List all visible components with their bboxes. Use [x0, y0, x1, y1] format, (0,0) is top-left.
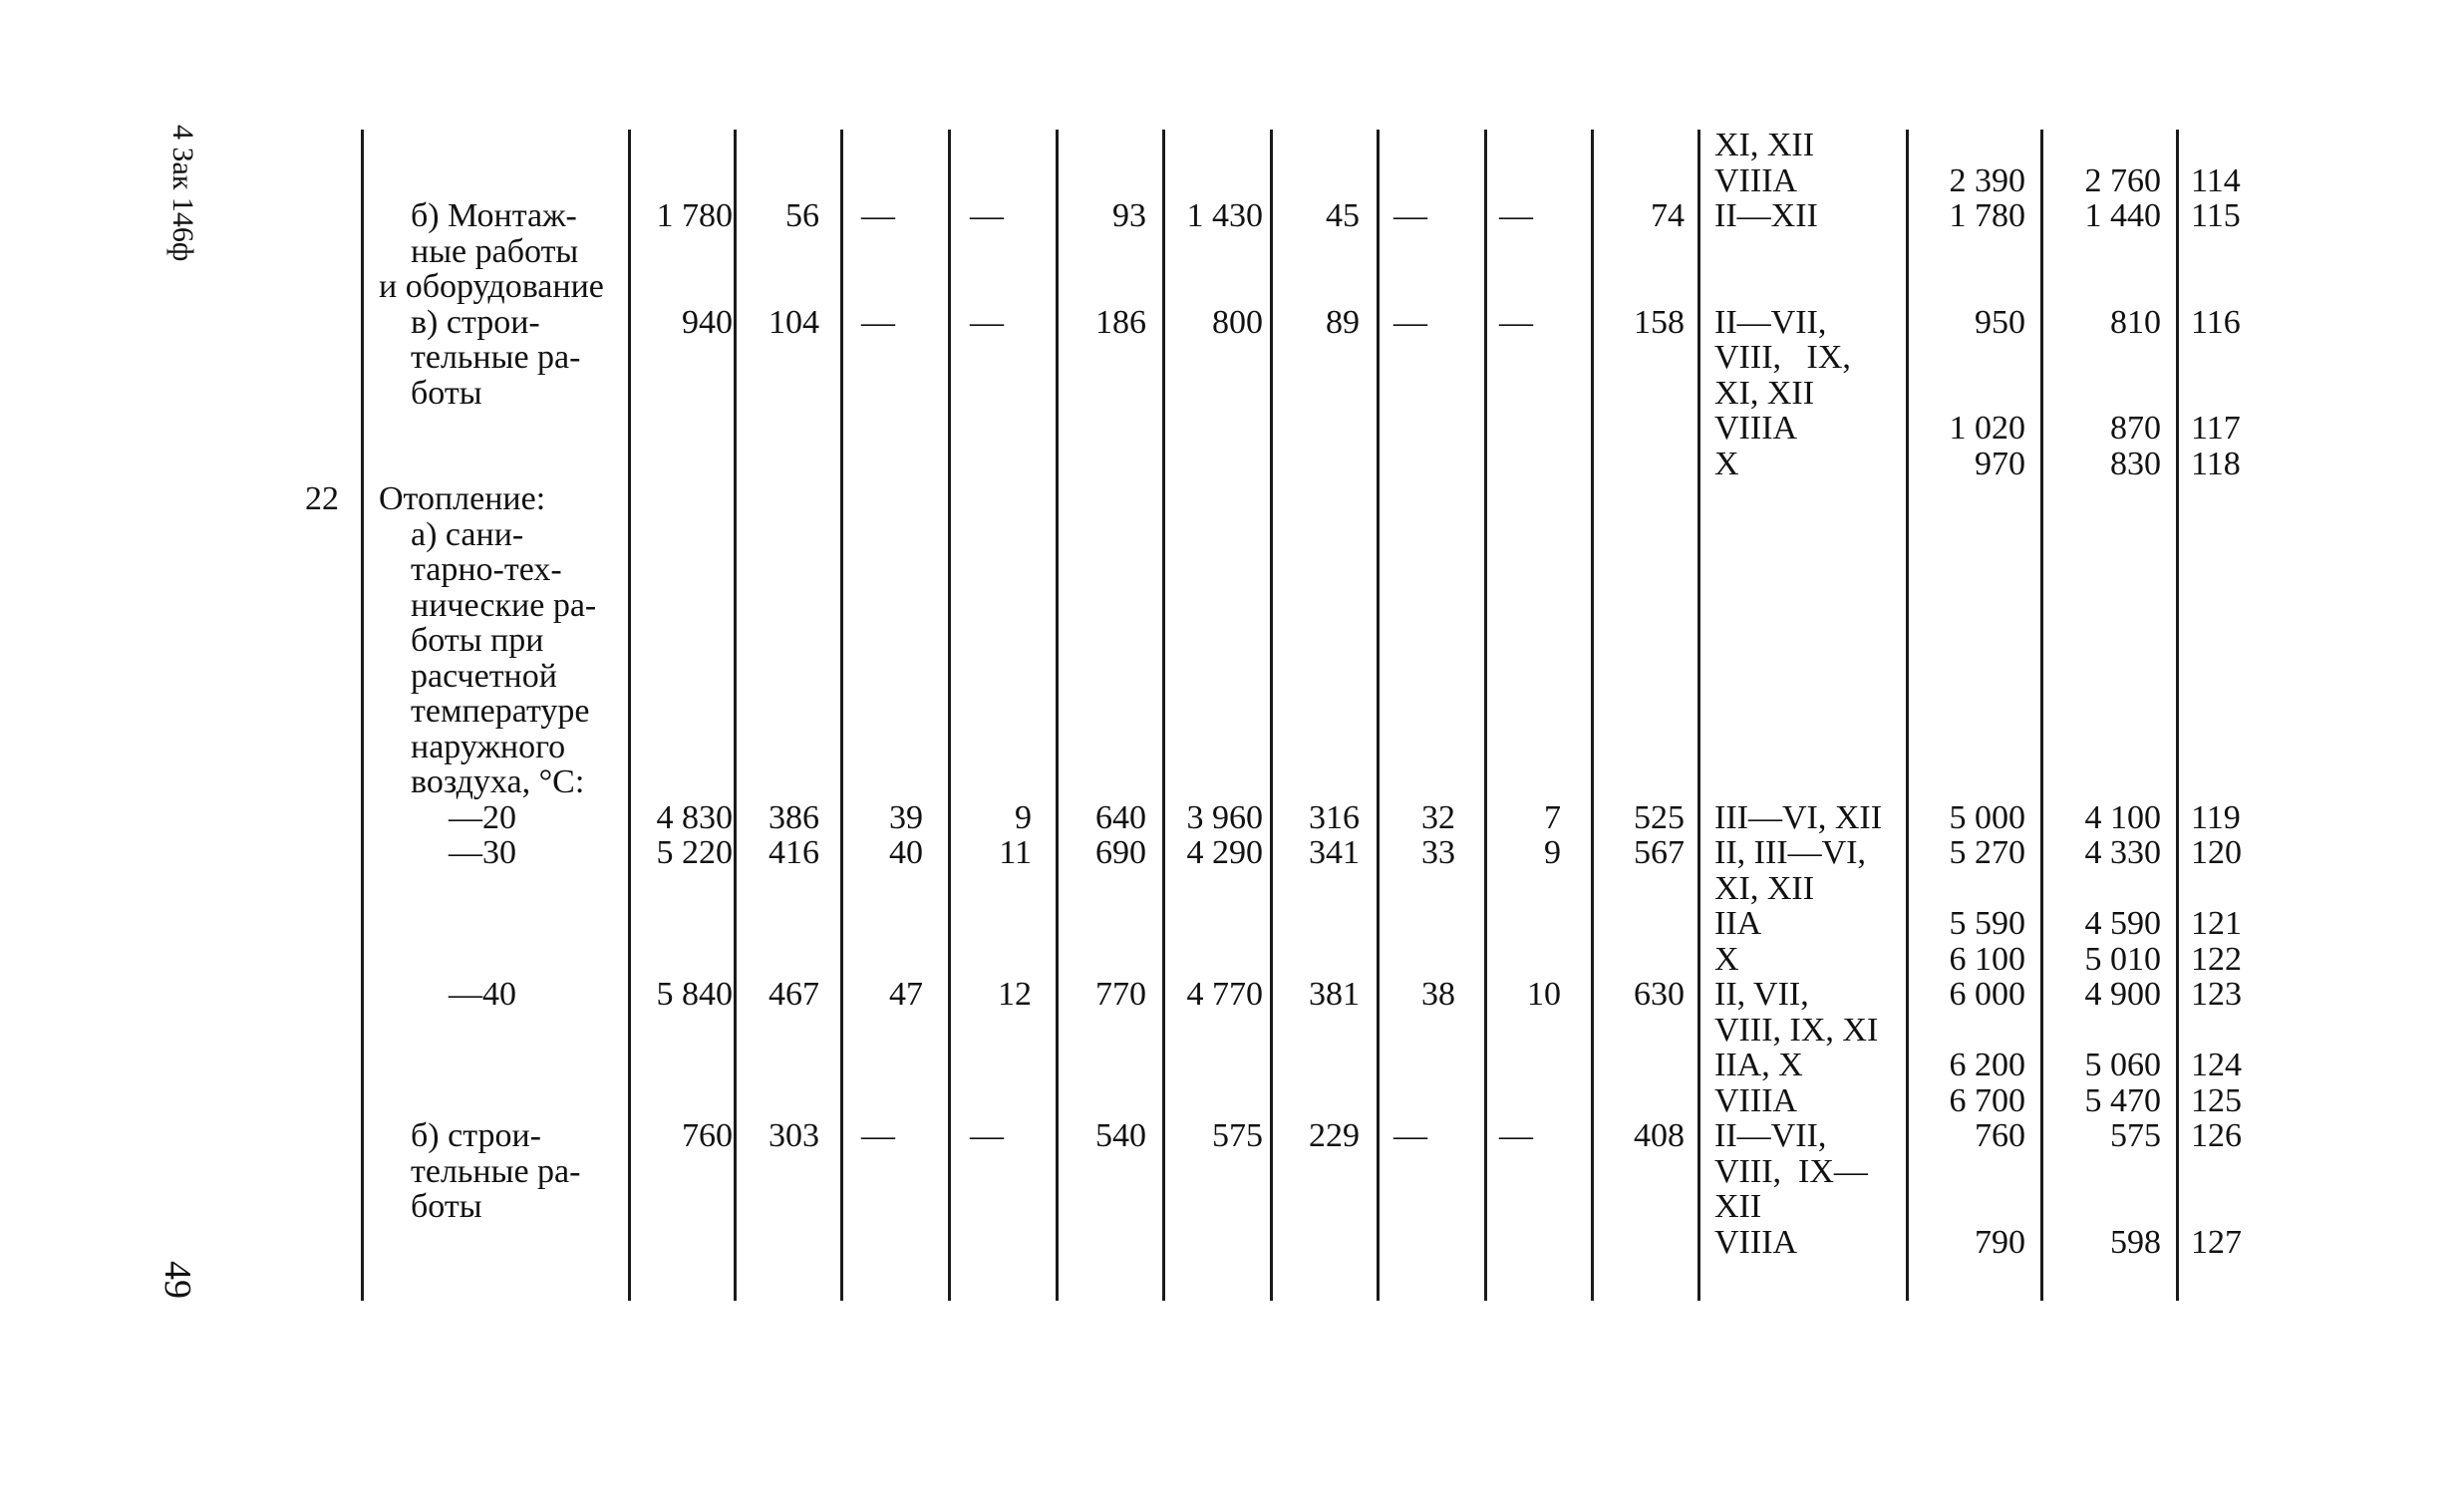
value-cell: 970 [1975, 445, 2025, 482]
table-cell: 40 [889, 834, 923, 871]
table-cell: 1 780 [656, 197, 733, 234]
value-cell: 5 590 [1949, 905, 2025, 942]
row-label-line: ные работы [411, 232, 579, 270]
row-label-line: Отопление: [379, 480, 546, 517]
zone-cell: VIIIA [1714, 1081, 1798, 1119]
value-cell: 575 [2110, 1117, 2161, 1154]
table-cell: 770 [1095, 976, 1146, 1013]
value-cell: 810 [2110, 303, 2161, 341]
section-number: 22 [305, 480, 339, 517]
side-header: 4 Зак 146ф [166, 125, 199, 262]
table-rule [1697, 130, 1700, 1301]
table-cell: 760 [682, 1117, 733, 1154]
row-number: 122 [2191, 940, 2242, 978]
value-cell: 760 [1975, 1117, 2025, 1154]
table-cell: 408 [1634, 1117, 1685, 1154]
zone-cell: XII [1714, 1188, 1762, 1225]
row-label-line: боты [411, 374, 482, 412]
row-number: 119 [2191, 798, 2241, 836]
table-cell: 45 [1326, 197, 1360, 234]
row-label-line: б) Монтаж- [411, 197, 577, 234]
zone-cell: VIII, IX, [1714, 339, 1851, 376]
table-rule-tick [361, 207, 364, 215]
table-cell: — [1393, 303, 1427, 341]
row-label-line: тарно-тех- [411, 551, 562, 588]
zone-cell: II—VII, [1714, 1117, 1827, 1154]
table-cell: 186 [1095, 303, 1146, 341]
row-label-line: воздуха, °С: [411, 763, 585, 800]
row-label-line: температуре [411, 693, 590, 730]
table-cell: 11 [999, 834, 1032, 871]
table-cell: 39 [889, 798, 923, 836]
table-rule [2176, 130, 2179, 1301]
table-cell: — [1499, 303, 1533, 341]
table-cell: 9 [1544, 834, 1561, 871]
zone-cell: III—VI, XII [1714, 798, 1883, 836]
value-cell: 2 390 [1949, 161, 2025, 199]
table-cell: 38 [1421, 976, 1455, 1013]
zone-cell: II—XII [1714, 197, 1818, 234]
temperature-label: —20 [449, 798, 516, 836]
row-label-line: тельные ра- [411, 1152, 581, 1190]
table-cell: 158 [1634, 303, 1685, 341]
table-cell: 4 770 [1186, 976, 1263, 1013]
row-label-line: боты при [411, 622, 544, 659]
zone-cell: VIII, IX, XI [1714, 1011, 1879, 1049]
table-cell: 303 [769, 1117, 819, 1154]
value-cell: 950 [1975, 303, 2025, 341]
table-cell: 5 220 [656, 834, 733, 871]
zone-cell: II, III—VI, [1714, 834, 1866, 871]
row-label-line: расчетной [411, 657, 557, 695]
row-number: 127 [2191, 1223, 2242, 1261]
value-cell: 6 200 [1949, 1047, 2025, 1083]
value-cell: 5 010 [2084, 940, 2161, 978]
zone-cell: VIIIA [1714, 161, 1798, 199]
temperature-label: —30 [449, 834, 516, 871]
table-cell: 690 [1095, 834, 1146, 871]
value-cell: 4 100 [2084, 798, 2161, 836]
table-cell: 229 [1309, 1117, 1360, 1154]
table-cell: — [861, 197, 895, 234]
zone-cell: VIIIA [1714, 1223, 1798, 1261]
row-label-line: тельные ра- [411, 339, 581, 376]
table-rule-tick [361, 227, 364, 235]
row-label-line: б) строи- [411, 1117, 542, 1154]
table-cell: — [1393, 197, 1427, 234]
zone-cell: XI, XII [1714, 374, 1815, 412]
table-cell: — [970, 303, 1004, 341]
table-cell: 33 [1421, 834, 1455, 871]
zone-cell: X [1714, 445, 1739, 482]
row-label-line: наружного [411, 728, 566, 765]
table-cell: — [1393, 1117, 1427, 1154]
table-cell: 416 [769, 834, 819, 871]
table-cell: 93 [1112, 197, 1146, 234]
table-cell: — [1499, 197, 1533, 234]
table-rule [1377, 130, 1380, 1301]
table-cell: 4 830 [656, 798, 733, 836]
value-cell: 1 440 [2084, 197, 2161, 234]
table-cell: 575 [1212, 1117, 1263, 1154]
row-label-line: и оборудование [379, 268, 604, 305]
value-cell: 4 590 [2084, 905, 2161, 942]
row-number: 115 [2191, 197, 2241, 234]
value-cell: 4 330 [2084, 834, 2161, 871]
row-label-line: в) строи- [411, 303, 540, 341]
table-cell: 341 [1309, 834, 1360, 871]
table-cell: 316 [1309, 798, 1360, 836]
value-cell: 790 [1975, 1223, 2025, 1261]
value-cell: 6 700 [1949, 1081, 2025, 1119]
value-cell: 6 100 [1949, 940, 2025, 978]
table-cell: 540 [1095, 1117, 1146, 1154]
table-cell: — [861, 1117, 895, 1154]
zone-cell: II, VII, [1714, 976, 1809, 1013]
zone-cell: IIA [1714, 905, 1762, 942]
row-number: 126 [2191, 1117, 2242, 1154]
row-number: 123 [2191, 976, 2242, 1013]
value-cell: 1 780 [1949, 197, 2025, 234]
table-cell: 3 960 [1186, 798, 1263, 836]
table-cell: 640 [1095, 798, 1146, 836]
temperature-label: —40 [449, 976, 516, 1013]
value-cell: 830 [2110, 445, 2161, 482]
table-cell: — [970, 197, 1004, 234]
table-cell: 4 290 [1186, 834, 1263, 871]
row-number: 124 [2191, 1047, 2242, 1083]
table-cell: — [861, 303, 895, 341]
row-number: 114 [2191, 161, 2241, 199]
zone-cell: II—VII, [1714, 303, 1827, 341]
table-cell: 381 [1309, 976, 1360, 1013]
zone-cell: XI, XII [1714, 127, 1815, 163]
table-cell: 74 [1651, 197, 1685, 234]
value-cell: 1 020 [1949, 410, 2025, 447]
row-number: 116 [2191, 303, 2241, 341]
row-number: 120 [2191, 834, 2242, 871]
row-label-line: боты [411, 1188, 482, 1225]
value-cell: 5 470 [2084, 1081, 2161, 1119]
table-cell: 5 840 [656, 976, 733, 1013]
page-number: 49 [156, 1261, 198, 1299]
row-label-line: а) сани- [411, 515, 524, 553]
row-number: 117 [2191, 410, 2241, 447]
value-cell: 5 270 [1949, 834, 2025, 871]
table-cell: 940 [682, 303, 733, 341]
table-cell: 567 [1634, 834, 1685, 871]
value-cell: 5 000 [1949, 798, 2025, 836]
table-cell: 1 430 [1186, 197, 1263, 234]
table-cell: 32 [1421, 798, 1455, 836]
zone-cell: XI, XII [1714, 869, 1815, 907]
value-cell: 6 000 [1949, 976, 2025, 1013]
value-cell: 598 [2110, 1223, 2161, 1261]
zone-cell: VIIIA [1714, 410, 1798, 447]
table-cell: 47 [889, 976, 923, 1013]
table-cell: 7 [1544, 798, 1561, 836]
value-cell: 5 060 [2084, 1047, 2161, 1083]
zone-cell: IIA, X [1714, 1047, 1803, 1083]
table-cell: 525 [1634, 798, 1685, 836]
row-number: 125 [2191, 1081, 2242, 1119]
table-cell: 386 [769, 798, 819, 836]
table-cell: 104 [769, 303, 819, 341]
table-cell: 800 [1212, 303, 1263, 341]
table-rule [840, 130, 843, 1301]
table-cell: 9 [1015, 798, 1032, 836]
table-cell: 56 [785, 197, 819, 234]
row-label-line: нические ра- [411, 586, 597, 624]
zone-cell: X [1714, 940, 1739, 978]
value-cell: 4 900 [2084, 976, 2161, 1013]
table-cell: 89 [1326, 303, 1360, 341]
row-number: 121 [2191, 905, 2242, 942]
table-cell: 12 [998, 976, 1032, 1013]
table-cell: 630 [1634, 976, 1685, 1013]
row-number: 118 [2191, 445, 2241, 482]
value-cell: 870 [2110, 410, 2161, 447]
table-rule [948, 130, 951, 1301]
table-rule [361, 130, 364, 1301]
table-cell: 467 [769, 976, 819, 1013]
table-cell: 10 [1527, 976, 1561, 1013]
table-cell: — [970, 1117, 1004, 1154]
table-cell: — [1499, 1117, 1533, 1154]
zone-cell: VIII, IX— [1714, 1152, 1868, 1190]
value-cell: 2 760 [2084, 161, 2161, 199]
